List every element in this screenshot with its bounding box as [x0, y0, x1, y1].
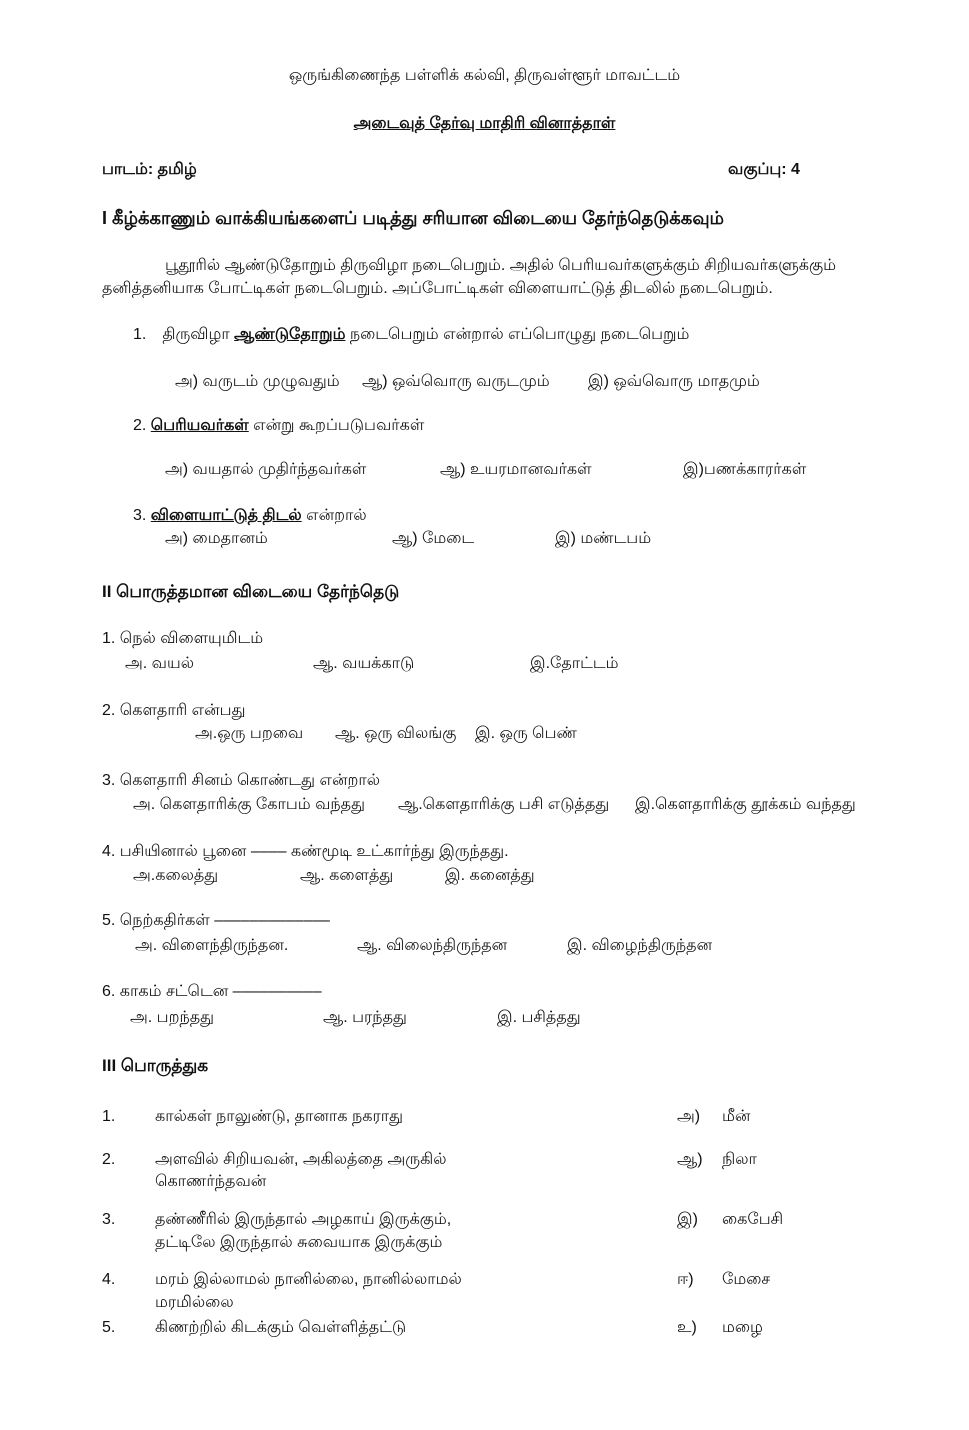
- match-answer: மேசை: [722, 1271, 771, 1288]
- option: இ.கௌதாரிக்கு தூக்கம் வந்தது: [635, 796, 856, 813]
- option: அ) மைதானம்: [165, 530, 268, 547]
- option: அ) வயதால் முதிர்ந்தவர்கள்: [165, 461, 367, 478]
- question-number: 1.: [133, 326, 147, 343]
- match-answer: மழை: [722, 1319, 763, 1336]
- question: [133, 325, 689, 345]
- question: [133, 416, 424, 436]
- match-clue: தட்டிலே இருந்தால் சுவையாக இருக்கும்: [155, 1234, 443, 1251]
- option: அ. வயல்: [125, 655, 194, 672]
- option: ஆ. களைத்து: [300, 867, 394, 884]
- question-text: என்று கூறப்படுபவர்கள்: [248, 417, 425, 434]
- match-clue: மரம் இல்லாமல் நானில்லை, நானில்லாமல்: [155, 1271, 462, 1288]
- option: ஆ. ஒரு விலங்கு: [335, 725, 457, 742]
- passage-line: தனித்தனியாக போட்டிகள் நடைபெறும். அப்போட்டிகள் விளையாட்டுத் திடலில் நடைபெறும்.: [102, 280, 773, 297]
- option: ஆ) மேடை: [392, 530, 475, 547]
- match-letter: அ): [677, 1108, 701, 1125]
- question-text: நடைபெறும் என்றால் எப்பொழுது நடைபெறும்: [345, 326, 690, 343]
- key-word: ஆண்டுதோறும்: [234, 326, 346, 343]
- match-number: 2.: [102, 1151, 116, 1168]
- question: 1. நெல் விளையுமிடம்: [102, 630, 264, 647]
- section1-heading: I கீழ்க்காணும் வாக்கியங்களைப் படித்து சரியான விடையை தேர்ந்தெடுக்கவும்: [102, 208, 725, 228]
- key-word: விளையாட்டுத் திடல்: [150, 507, 302, 524]
- match-clue: கொணர்ந்தவன்: [155, 1173, 267, 1190]
- option: அ.ஒரு பறவை: [195, 725, 304, 742]
- option: ஆ) ஒவ்வொரு வருடமும்: [362, 373, 550, 390]
- district-header: ஒருங்கிணைந்த பள்ளிக் கல்வி, திருவள்ளூர் மாவட்டம்: [288, 67, 681, 84]
- option: அ.கலைத்து: [133, 867, 219, 884]
- option: இ. ஒரு பெண்: [475, 725, 577, 742]
- match-letter: ஈ): [677, 1271, 694, 1288]
- match-clue: கிணற்றில் கிடக்கும் வெள்ளித்தட்டு: [155, 1319, 407, 1336]
- match-number: 5.: [102, 1319, 116, 1336]
- option: அ) வருடம் முழுவதும்: [175, 373, 340, 390]
- match-letter: உ): [677, 1319, 697, 1336]
- option: அ. பறந்தது: [130, 1009, 215, 1026]
- option: இ. கனைத்து: [445, 867, 535, 884]
- match-clue: தண்ணீரில் இருந்தால் அழகாய் இருக்கும்,: [155, 1211, 452, 1228]
- question: 4. பசியினால் பூனை –––– கண்மூடி உட்கார்ந்து இருந்தது.: [102, 843, 509, 860]
- match-clue: அளவில் சிறியவன், அகிலத்தை அருகில்: [155, 1151, 447, 1168]
- question: 3. கௌதாரி சினம் கொண்டது என்றால்: [102, 772, 381, 789]
- option: ஆ. வயக்காடு: [313, 655, 415, 672]
- question: 5. நெற்கதிர்கள் –––––––––––––: [102, 912, 330, 929]
- match-letter: இ): [677, 1211, 698, 1228]
- match-clue: மரமில்லை: [155, 1294, 234, 1311]
- option: ஆ. விலைந்திருந்தன: [357, 937, 508, 954]
- option: இ. விழைந்திருந்தன: [567, 937, 713, 954]
- question-number: 3.: [133, 507, 147, 524]
- option: இ) ஒவ்வொரு மாதமும்: [588, 373, 760, 390]
- match-letter: ஆ): [677, 1151, 703, 1168]
- option: ஆ. பரந்தது: [323, 1009, 407, 1026]
- question-number: 2.: [133, 417, 147, 434]
- option: ஆ) உயரமானவர்கள்: [440, 461, 592, 478]
- passage-line: பூதூரில் ஆண்டுதோறும் திருவிழா நடைபெறும். அதில் பெரியவர்களுக்கும் சிறியவர்களுக்கும்: [165, 257, 837, 274]
- option: அ. கௌதாரிக்கு கோபம் வந்தது: [133, 796, 365, 813]
- option: ஆ.கௌதாரிக்கு பசி எடுத்தது: [398, 796, 610, 813]
- option: இ)பணக்காரர்கள்: [683, 461, 807, 478]
- question: 2. கௌதாரி என்பது: [102, 702, 246, 719]
- page-title: அடைவுத் தேர்வு மாதிரி வினாத்தாள்: [353, 115, 616, 132]
- option: இ) மண்டபம்: [555, 530, 652, 547]
- match-number: 4.: [102, 1271, 116, 1288]
- match-number: 3.: [102, 1211, 116, 1228]
- match-number: 1.: [102, 1108, 116, 1125]
- question: [133, 506, 367, 526]
- option: இ.தோட்டம்: [530, 655, 619, 672]
- match-answer: மீன்: [722, 1108, 751, 1125]
- question-text: என்றால்: [301, 507, 367, 524]
- section2-heading: II பொருத்தமான விடையை தேர்ந்தெடு: [102, 582, 400, 601]
- match-answer: நிலா: [722, 1151, 757, 1168]
- key-word: பெரியவர்கள்: [150, 417, 249, 434]
- section3-heading: III பொருத்துக: [102, 1056, 209, 1075]
- question-text: திருவிழா: [162, 326, 230, 343]
- match-clue: கால்கள் நாலுண்டு, தானாக நகராது: [155, 1108, 403, 1125]
- option: இ. பசித்தது: [497, 1009, 581, 1026]
- match-answer: கைபேசி: [722, 1211, 784, 1228]
- question: 6. காகம் சட்டென ––––––––––: [102, 983, 322, 1000]
- class-label: வகுப்பு: 4: [728, 161, 800, 178]
- option: அ. விளைந்திருந்தன.: [135, 937, 289, 954]
- subject-label: பாடம்: தமிழ்: [102, 161, 197, 178]
